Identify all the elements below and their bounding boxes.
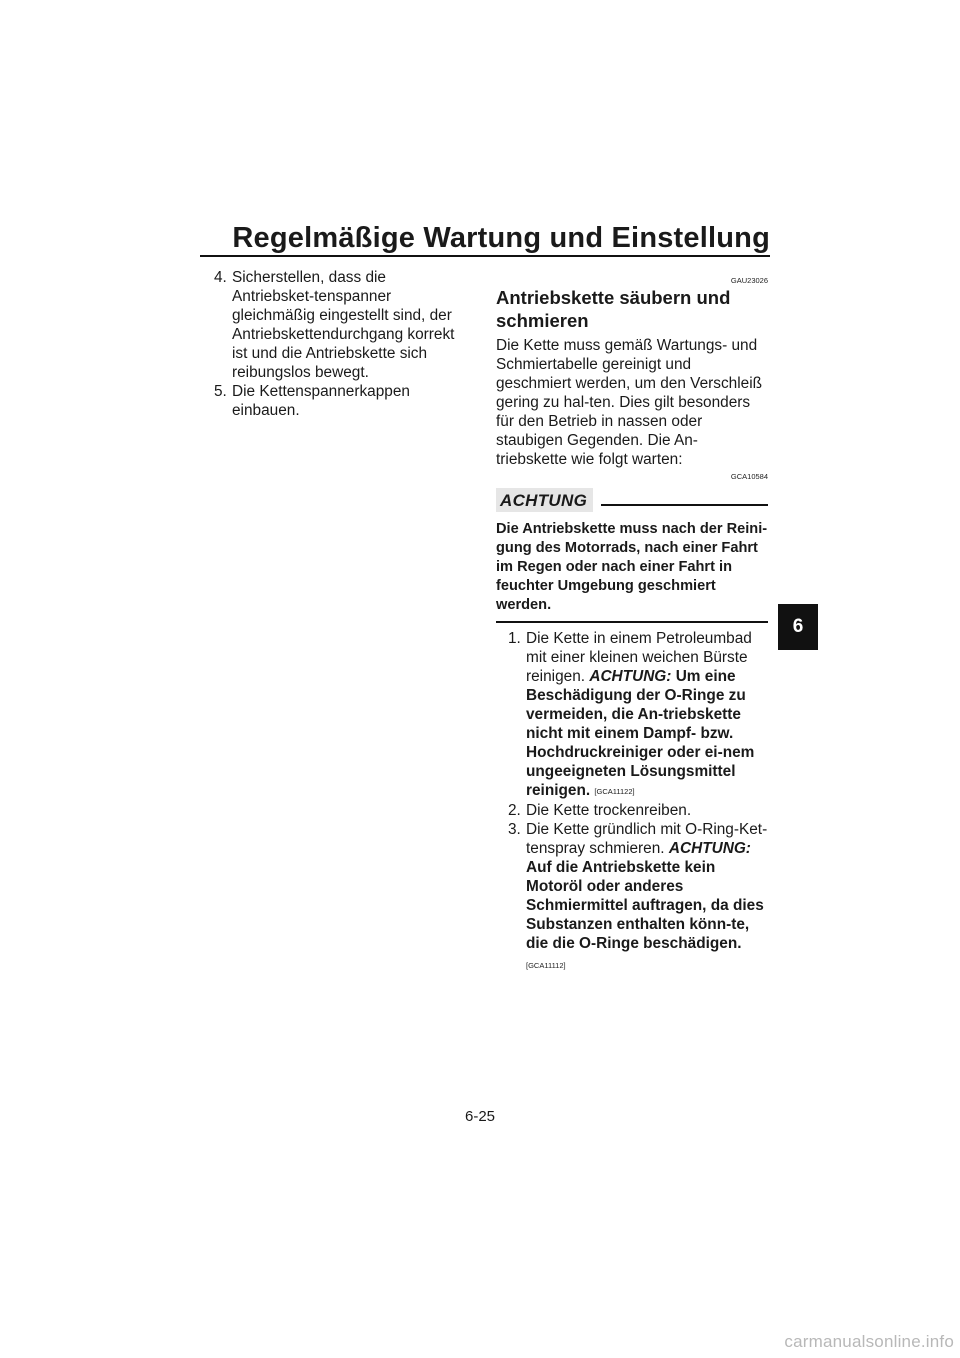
list-text bbox=[526, 820, 768, 953]
caution-code: GCA10584 bbox=[730, 472, 768, 481]
warning-label: ACHTUNG: bbox=[668, 840, 751, 857]
list-number: 1. bbox=[508, 630, 521, 647]
list-text: Sicherstellen, dass die Antriebsket-tenspanner gleichmäßig eingestellt sind, der Antriebskettendurchgang korrekt ist und die Antriebskette sich reibungslos bewegt. bbox=[232, 269, 455, 381]
list-item bbox=[214, 268, 470, 382]
warning-label: ACHTUNG: bbox=[589, 668, 672, 685]
section-intro: Die Kette muss gemäß Wartungs- und Schmiertabelle gereinigt und geschmiert werden, um den Verschleiß gering zu hal-ten. Dies gilt besonders für den Betrieb in nassen oder staubigen Gegenden. Die An-triebskette wie folgt warten: bbox=[496, 337, 763, 468]
list-text: Die Kette trockenreiben. bbox=[526, 802, 692, 819]
chapter-tab: 6 bbox=[778, 604, 818, 650]
list-text bbox=[526, 629, 768, 801]
caution-text: Die Antriebskette muss nach der Reini-gung des Motorrads, nach einer Fahrt im Regen oder nach einer Fahrt in feuchter Umgebung geschmiert werden. bbox=[496, 521, 768, 613]
list-number: 5. bbox=[214, 383, 227, 400]
left-column bbox=[214, 268, 470, 420]
list-number: 4. bbox=[214, 269, 227, 286]
step-text: Die Kette in einem Petroleumbad mit einer kleinen weichen Bürste reinigen. bbox=[526, 630, 752, 685]
section-heading: Antriebskette säubern und schmieren bbox=[496, 287, 731, 331]
right-column bbox=[496, 276, 768, 971]
warning-code: [GCA11122] bbox=[594, 787, 635, 796]
warning-text: Auf die Antriebskette kein Motoröl oder anderes Schmiermittel auftragen, da dies Substanzen enthalten könn-te, die die O-Ringe beschädigen. bbox=[526, 859, 764, 952]
list-item bbox=[214, 382, 470, 420]
steps-list bbox=[496, 629, 768, 971]
caution-rule bbox=[601, 504, 768, 506]
title-rule bbox=[200, 255, 770, 257]
caution-bottom-rule bbox=[496, 621, 768, 623]
list-number: 3. bbox=[508, 821, 521, 838]
step-text: Die Kette gründlich mit O-Ring-Ket-tenspray schmieren. bbox=[526, 821, 768, 857]
warning-code: [GCA11112] bbox=[526, 961, 566, 970]
watermark: carmanualsonline.info bbox=[784, 1332, 954, 1351]
section-code: GAU23026 bbox=[730, 276, 768, 285]
caution-header bbox=[496, 488, 768, 512]
caution-label: ACHTUNG bbox=[496, 488, 593, 512]
list-text: Die Kettenspannerkappen einbauen. bbox=[232, 383, 410, 419]
list-item bbox=[508, 801, 768, 820]
list-item bbox=[508, 820, 768, 953]
page-number: 6-25 bbox=[464, 1108, 496, 1125]
list-item bbox=[508, 629, 768, 801]
list-number: 2. bbox=[508, 802, 521, 819]
page-title: Regelmäßige Wartung und Einstellung bbox=[232, 222, 770, 254]
warning-text: Um eine Beschädigung der O-Ringe zu vermeiden, die An-triebskette nicht mit einem Dampf- bzw. Hochdruckreiniger oder ei-nem ungeeigneten Lösungsmittel reinigen. bbox=[526, 668, 755, 799]
